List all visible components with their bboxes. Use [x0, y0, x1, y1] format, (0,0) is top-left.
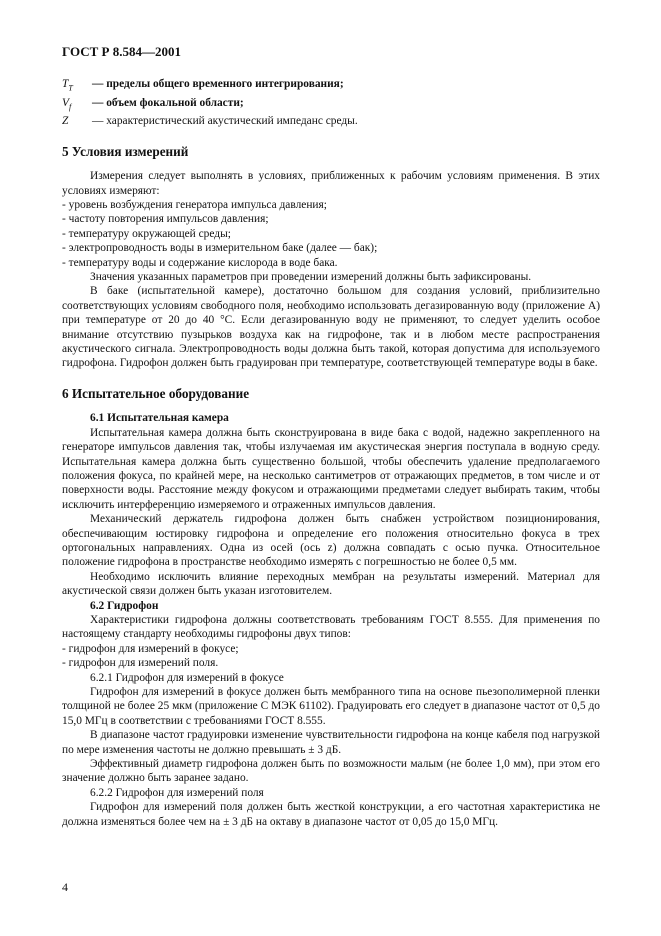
list-item: - электропроводность воды в измерительном баке (далее — бак);	[62, 242, 378, 255]
paragraph: Эффективный диаметр гидрофона должен быть по возможности малым (не более 1,0 мм), при этом его значение должно быть заранее задано.	[62, 758, 600, 785]
paragraph: Измерения следует выполнять в условиях, приближенных к рабочим условиям применения. В этих условиях измеряют:	[62, 170, 600, 197]
subsection-heading: 6.2 Гидрофон	[90, 599, 159, 612]
subsection-heading: 6.1 Испытательная камера	[90, 412, 229, 425]
list-item: - уровень возбуждения генератора импульса давления;	[62, 199, 327, 211]
paragraph: Гидрофон для измерений в фокусе должен быть мембранного типа на основе пьезополимерной пленки толщиной не более 25 мкм (приложение С МЭК 61102). Градуировать его следует в диапазоне частот от 0,5 до 15,0 МГц в соответствии с требованиями ГОСТ 8.555.	[62, 686, 600, 727]
symbol-line: Z — характеристический акустический импеданс среды.	[62, 115, 358, 128]
page-header: ГОСТ Р 8.584—2001	[62, 44, 181, 59]
section-6-heading: 6 Испытательное оборудование	[62, 385, 250, 401]
list-item: - гидрофон для измерений в фокусе;	[62, 642, 239, 655]
symbol-line: $T_T$ — пределы общего временного интегрирования;	[62, 78, 344, 93]
paragraph: В диапазоне частот градуировки изменение чувствительности гидрофона на конце кабеля под нагрузкой по мере изменения частоты не должно превышать ± 3 дБ.	[62, 729, 600, 756]
paragraph: Гидрофон для измерений поля должен быть жесткой конструкции, а его частотная характеристика не должна изменяться более чем на ± 3 дБ на октаву в диапазоне частот от 0,05 до 15,0 МГц.	[62, 801, 600, 828]
paragraph: В баке (испытательной камере), достаточно большом для создания условий, приблизительно соответствующих условиям свободного поля, необходимо использовать дегазированную воду (приложение А) при температуре от 20 до 40 °С. Если дегазированную воду не применяют, то следует уделить особое внимание отсутствию пузырьков воздуха как на гидрофоне, так и в любом месте распространения акустического сигнала. Электропроводность воды должна быть такой, которая допустима для используемого гидрофона. Гидрофон должен быть градуирован при температуре, соответствующей температуре воды в баке.	[62, 285, 600, 370]
section-5-heading: 5 Условия измерений	[62, 143, 189, 159]
paragraph: Характеристики гидрофона должны соответствовать требованиям ГОСТ 8.555. Для применения по настоящему стандарту необходимы гидрофоны двух типов:	[62, 613, 600, 641]
page-number: 4	[62, 880, 68, 894]
paragraph: Механический держатель гидрофона должен быть снабжен устройством позиционирования, обеспечивающим юстировку гидрофона и определение его положения относительно фокуса в трех ортогональных направлениях. Одна из осей (ось z) должна совпадать с осью пучка. Относительное положение гидрофона в пространстве необходимо измерять с погрешностью не более 0,5 мм.	[62, 513, 600, 569]
list-item: - частоту повторения импульсов давления;	[62, 213, 269, 226]
subsection-heading: 6.2.1 Гидрофон для измерений в фокусе	[90, 671, 284, 684]
page-body	[62, 77, 600, 829]
paragraph: Значения указанных параметров при проведении измерений должны быть зафиксированы.	[90, 271, 532, 284]
list-item: - гидрофон для измерений поля.	[62, 657, 219, 670]
list-item: - температуру воды и содержание кислорода в воде бака.	[62, 256, 338, 269]
list-item: - температуру окружающей среды;	[62, 227, 231, 240]
subsection-heading: 6.2.2 Гидрофон для измерений поля	[90, 786, 264, 799]
paragraph: Испытательная камера должна быть сконструирована в виде бака с водой, надежно закрепленного на генераторе импульсов давления так, чтобы излучаемая им акустическая энергия поступала в водную среду. Испытательная камера должна быть существенно большой, чтобы обеспечить удаление предполагаемого положения фокуса, по крайней мере, на несколько сантиметров от отражающих предметов, в том числе и от поверхности воды. Расстояние между фокусом и отражающими предметами следует выбирать таким, чтобы исключить интерференцию измеряемого и отраженных импульсов давления.	[62, 426, 600, 511]
paragraph: Необходимо исключить влияние переходных мембран на результаты измерений. Материал для акустической связи должен быть указан изготовителем.	[62, 570, 600, 598]
symbol-line: $V_f$ — объем фокальной области;	[62, 96, 244, 111]
